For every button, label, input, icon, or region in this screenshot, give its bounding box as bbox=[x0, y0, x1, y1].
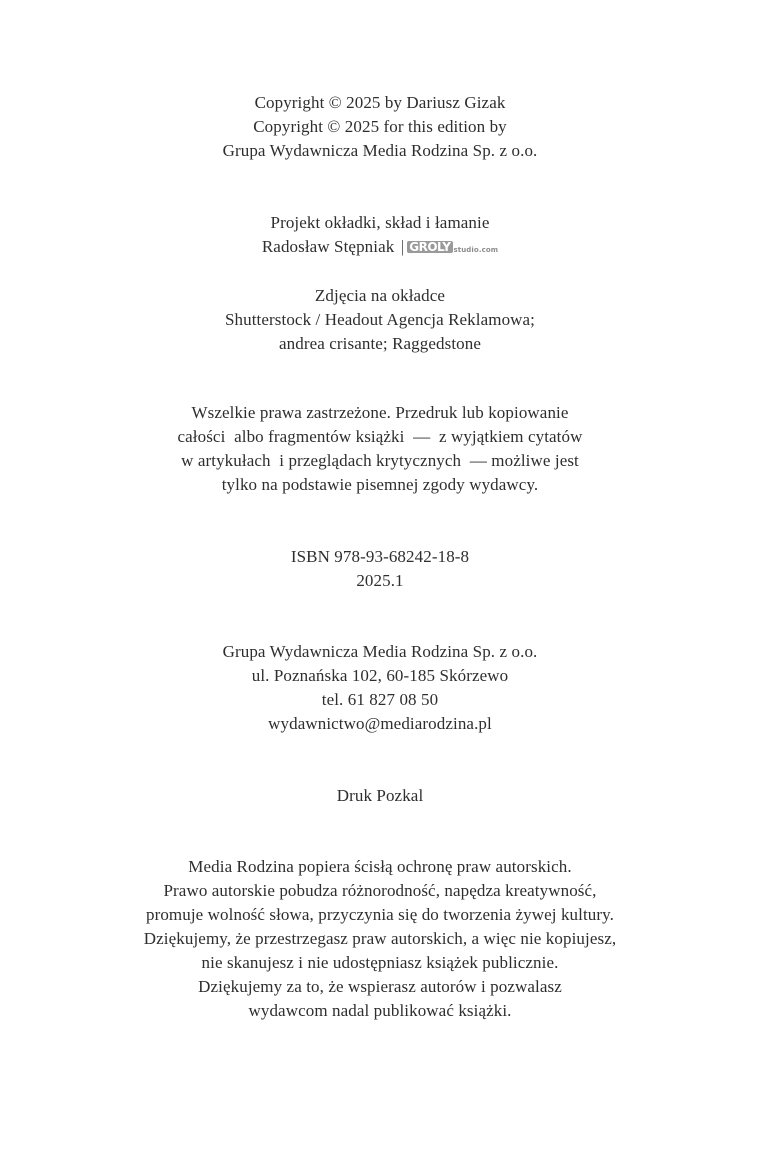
rights-line: Wszelkie prawa zastrzeżone. Przedruk lub kopiowanie bbox=[191, 403, 569, 422]
publisher-name: Grupa Wydawnicza Media Rodzina Sp. z o.o. bbox=[222, 642, 538, 661]
statement-line: Media Rodzina popiera ścisłą ochronę praw autorskich. bbox=[188, 857, 572, 876]
copyright-publisher-line: Grupa Wydawnicza Media Rodzina Sp. z o.o. bbox=[222, 141, 538, 160]
cover-design-label: Projekt okładki, skład i łamanie bbox=[270, 213, 490, 232]
studio-logo-domain: studio.com bbox=[453, 246, 499, 254]
cover-photos-source-line: Shutterstock / Headout Agencja Reklamowa; bbox=[224, 310, 536, 329]
publisher-contact-block bbox=[0, 640, 760, 736]
rights-line: w artykułach i przeglądach krytycznych — możliwe jest bbox=[181, 451, 579, 470]
copyright-edition-line: Copyright © 2025 for this edition by bbox=[253, 117, 507, 136]
publisher-email: wydawnictwo@mediarodzina.pl bbox=[268, 714, 492, 733]
rights-line: tylko na podstawie pisemnej zgody wydawcy. bbox=[221, 475, 539, 494]
printer-name: Druk Pozkal bbox=[336, 786, 424, 805]
printer-block bbox=[0, 784, 760, 808]
statement-line: Prawo autorskie pobudza różnorodność, napędza kreatywność, bbox=[163, 881, 597, 900]
studio-logo-icon bbox=[401, 235, 498, 262]
statement-line: wydawcom nadal publikować książki. bbox=[248, 1001, 512, 1020]
statement-line: Dziękujemy za to, że wspierasz autorów i pozwalasz bbox=[198, 977, 562, 996]
cover-designer-line bbox=[0, 235, 760, 262]
rights-reserved-block bbox=[0, 401, 760, 497]
copyright-author-line: Copyright © 2025 by Dariusz Gizak bbox=[254, 93, 506, 112]
statement-line: promuje wolność słowa, przyczynia się do tworzenia żywej kultury. bbox=[145, 905, 615, 924]
cover-photos-credits-line: andrea crisante; Raggedstone bbox=[279, 334, 481, 353]
statement-line: Dziękujemy, że przestrzegasz praw autorskich, a więc nie kopiujesz, bbox=[143, 929, 617, 948]
isbn-block bbox=[0, 545, 760, 593]
publisher-address: ul. Poznańska 102, 60-185 Skórzewo bbox=[251, 666, 509, 685]
cover-photos-block bbox=[0, 284, 760, 356]
isbn-number: ISBN 978-93-68242-18-8 bbox=[290, 547, 470, 566]
publisher-phone: tel. 61 827 08 50 bbox=[321, 690, 439, 709]
statement-line: nie skanujesz i nie udostępniasz książek publicznie. bbox=[201, 953, 559, 972]
studio-logo-mark: GROLY bbox=[409, 240, 451, 254]
copyright-statement-block bbox=[0, 855, 760, 1023]
cover-photos-label: Zdjęcia na okładce bbox=[314, 286, 446, 305]
rights-line: całości albo fragmentów książki — z wyjątkiem cytatów bbox=[177, 427, 583, 446]
logo-separator: | bbox=[400, 237, 405, 256]
copyright-block bbox=[0, 91, 760, 163]
edition-number: 2025.1 bbox=[356, 571, 404, 590]
cover-design-block bbox=[0, 211, 760, 262]
cover-designer-name: Radosław Stępniak bbox=[261, 237, 395, 256]
